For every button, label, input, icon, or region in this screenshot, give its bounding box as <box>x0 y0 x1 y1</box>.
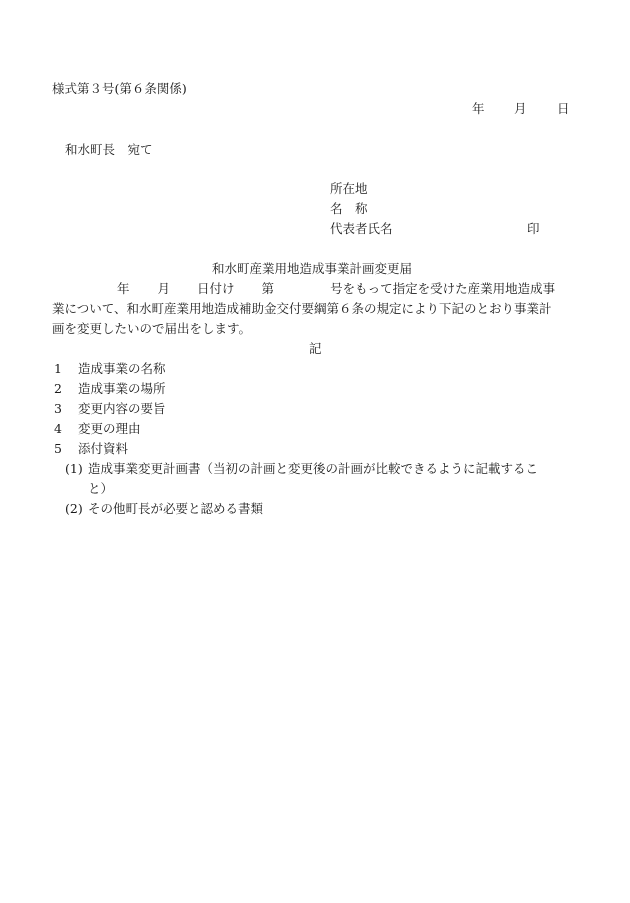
addressee: 和水町長 宛て <box>65 142 153 157</box>
item-text: 変更の理由 <box>78 421 141 436</box>
item-num: 2 <box>54 381 62 396</box>
item-num: 5 <box>54 441 62 456</box>
sub-item-num: (1) <box>65 461 83 476</box>
body-number-prefix: 第 <box>261 281 275 296</box>
body-line-2: 業について、和水町産業用地造成補助金交付要綱第６条の規定により下記のとおり事業計 <box>52 301 552 316</box>
sub-item-text: 造成事業変更計画書（当初の計画と変更後の計画が比較できるように記載するこ <box>88 461 539 476</box>
seal-mark: 印 <box>527 221 540 236</box>
body-dated: 日付け <box>197 281 235 296</box>
item-text: 変更内容の要旨 <box>78 401 166 416</box>
representative-label: 代表者氏名 <box>330 221 393 236</box>
body-line1-tail: 号をもって指定を受けた産業用地造成事 <box>330 281 556 296</box>
item-text: 添付資料 <box>78 441 129 456</box>
body-line-3: 画を変更したいので届出をします。 <box>52 321 252 336</box>
item-text: 造成事業の名称 <box>78 361 166 376</box>
date-day: 日 <box>557 101 570 116</box>
item-num: 1 <box>54 361 62 376</box>
sub-item-num: (2) <box>65 501 83 516</box>
item-num: 4 <box>54 421 62 436</box>
body-year: 年 <box>117 281 130 296</box>
item-text: 造成事業の場所 <box>78 381 166 396</box>
sub-item-continuation: と） <box>88 481 114 496</box>
sub-item-text: その他町長が必要と認める書類 <box>88 501 264 516</box>
date-month: 月 <box>514 101 527 116</box>
form-number-label: 様式第３号(第６条関係) <box>52 81 187 96</box>
document-title: 和水町産業用地造成事業計画変更届 <box>212 261 413 276</box>
item-num: 3 <box>54 401 62 416</box>
address-label: 所在地 <box>330 181 368 196</box>
body-line-1 <box>52 279 592 299</box>
name-label: 名 称 <box>330 201 368 216</box>
body-paragraph <box>52 279 592 339</box>
ki-heading: 記 <box>309 341 322 356</box>
body-month: 月 <box>157 281 171 296</box>
date-year: 年 <box>472 101 485 116</box>
